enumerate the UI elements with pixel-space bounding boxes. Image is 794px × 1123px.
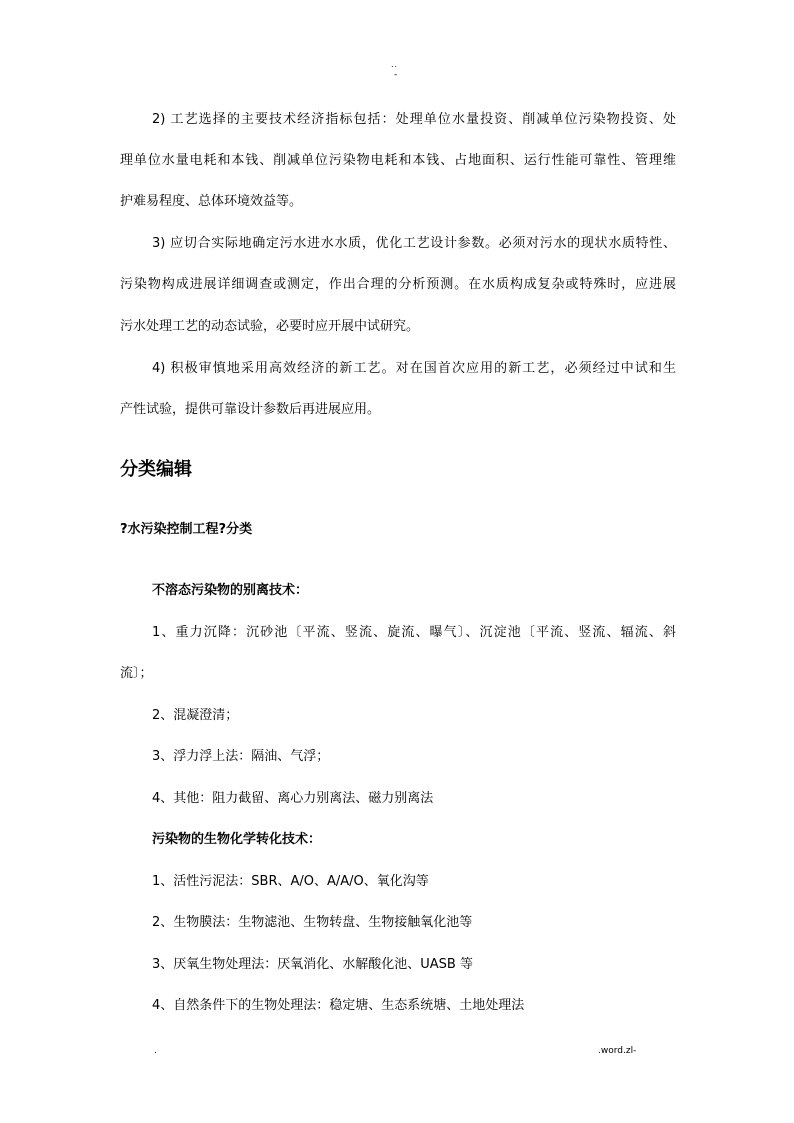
paragraph-3-line-1: 3) 应切合实际地确定污水进水水质，优化工艺设计参数。必须对污水的现状水质特性、 [152,236,676,251]
paragraph-4-line-2: 产性试验，提供可靠设计参数后再进展应用。 [120,402,381,417]
header-dots: .. [391,60,399,69]
group-2-item-3: 3、厌氧生物处理法：厌氧消化、水解酸化池、UASB 等 [152,957,473,972]
group-1-item-2: 2、混凝澄清； [152,708,239,723]
paragraph-2-line-2: 理单位水量电耗和本钱、削减单位污染物电耗和本钱、占地面积、运行性能可靠性、管理维 [120,153,676,168]
group-1-item-1-line-1: 1、重力沉降：沉砂池〔平流、竖流、旋流、曝气〕、沉淀池〔平流、竖流、辐流、斜 [152,625,676,640]
group-1-title: 不溶态污染物的别离技术： [152,583,309,598]
paragraph-3-line-3: 污水处理工艺的动态试验，必要时应开展中试研究。 [120,319,420,334]
paragraph-3-line-2: 污染物构成进展详细调查或测定，作出合理的分析预测。在水质构成复杂或特殊时，应进展 [120,277,676,292]
group-1-item-3: 3、浮力浮上法：隔油、气浮； [152,749,330,764]
paragraph-4-line-1: 4) 积极审慎地采用高效经济的新工艺。对在国首次应用的新工艺，必须经过中试和生 [152,361,676,376]
classification-subheading: ?水污染控制工程?分类 [120,522,253,537]
footer-left: . [154,1046,157,1056]
footer-right: .word.zl- [598,1046,637,1056]
paragraph-2-line-3: 护难易程度、总体环境效益等。 [120,194,303,209]
paragraph-2-line-1: 2) 工艺选择的主要技术经济指标包括：处理单位水量投资、削减单位污染物投资、处 [152,112,676,127]
group-1-item-4: 4、其他：阻力截留、离心力别离法、磁力别离法 [152,791,434,806]
group-2-item-1: 1、活性污泥法：SBR、A/O、A/A/O、氧化沟等 [152,874,429,889]
group-2-item-2: 2、生物膜法：生物滤池、生物转盘、生物接触氧化池等 [152,915,473,930]
group-1-item-1-line-2: 流〕； [120,666,153,681]
header-dash: - [394,70,398,80]
group-2-item-4: 4、自然条件下的生物处理法：稳定塘、生态系统塘、土地处理法 [152,998,525,1013]
group-2-title: 污染物的生物化学转化技术： [152,832,322,847]
section-heading: 分类编辑 [120,459,192,480]
